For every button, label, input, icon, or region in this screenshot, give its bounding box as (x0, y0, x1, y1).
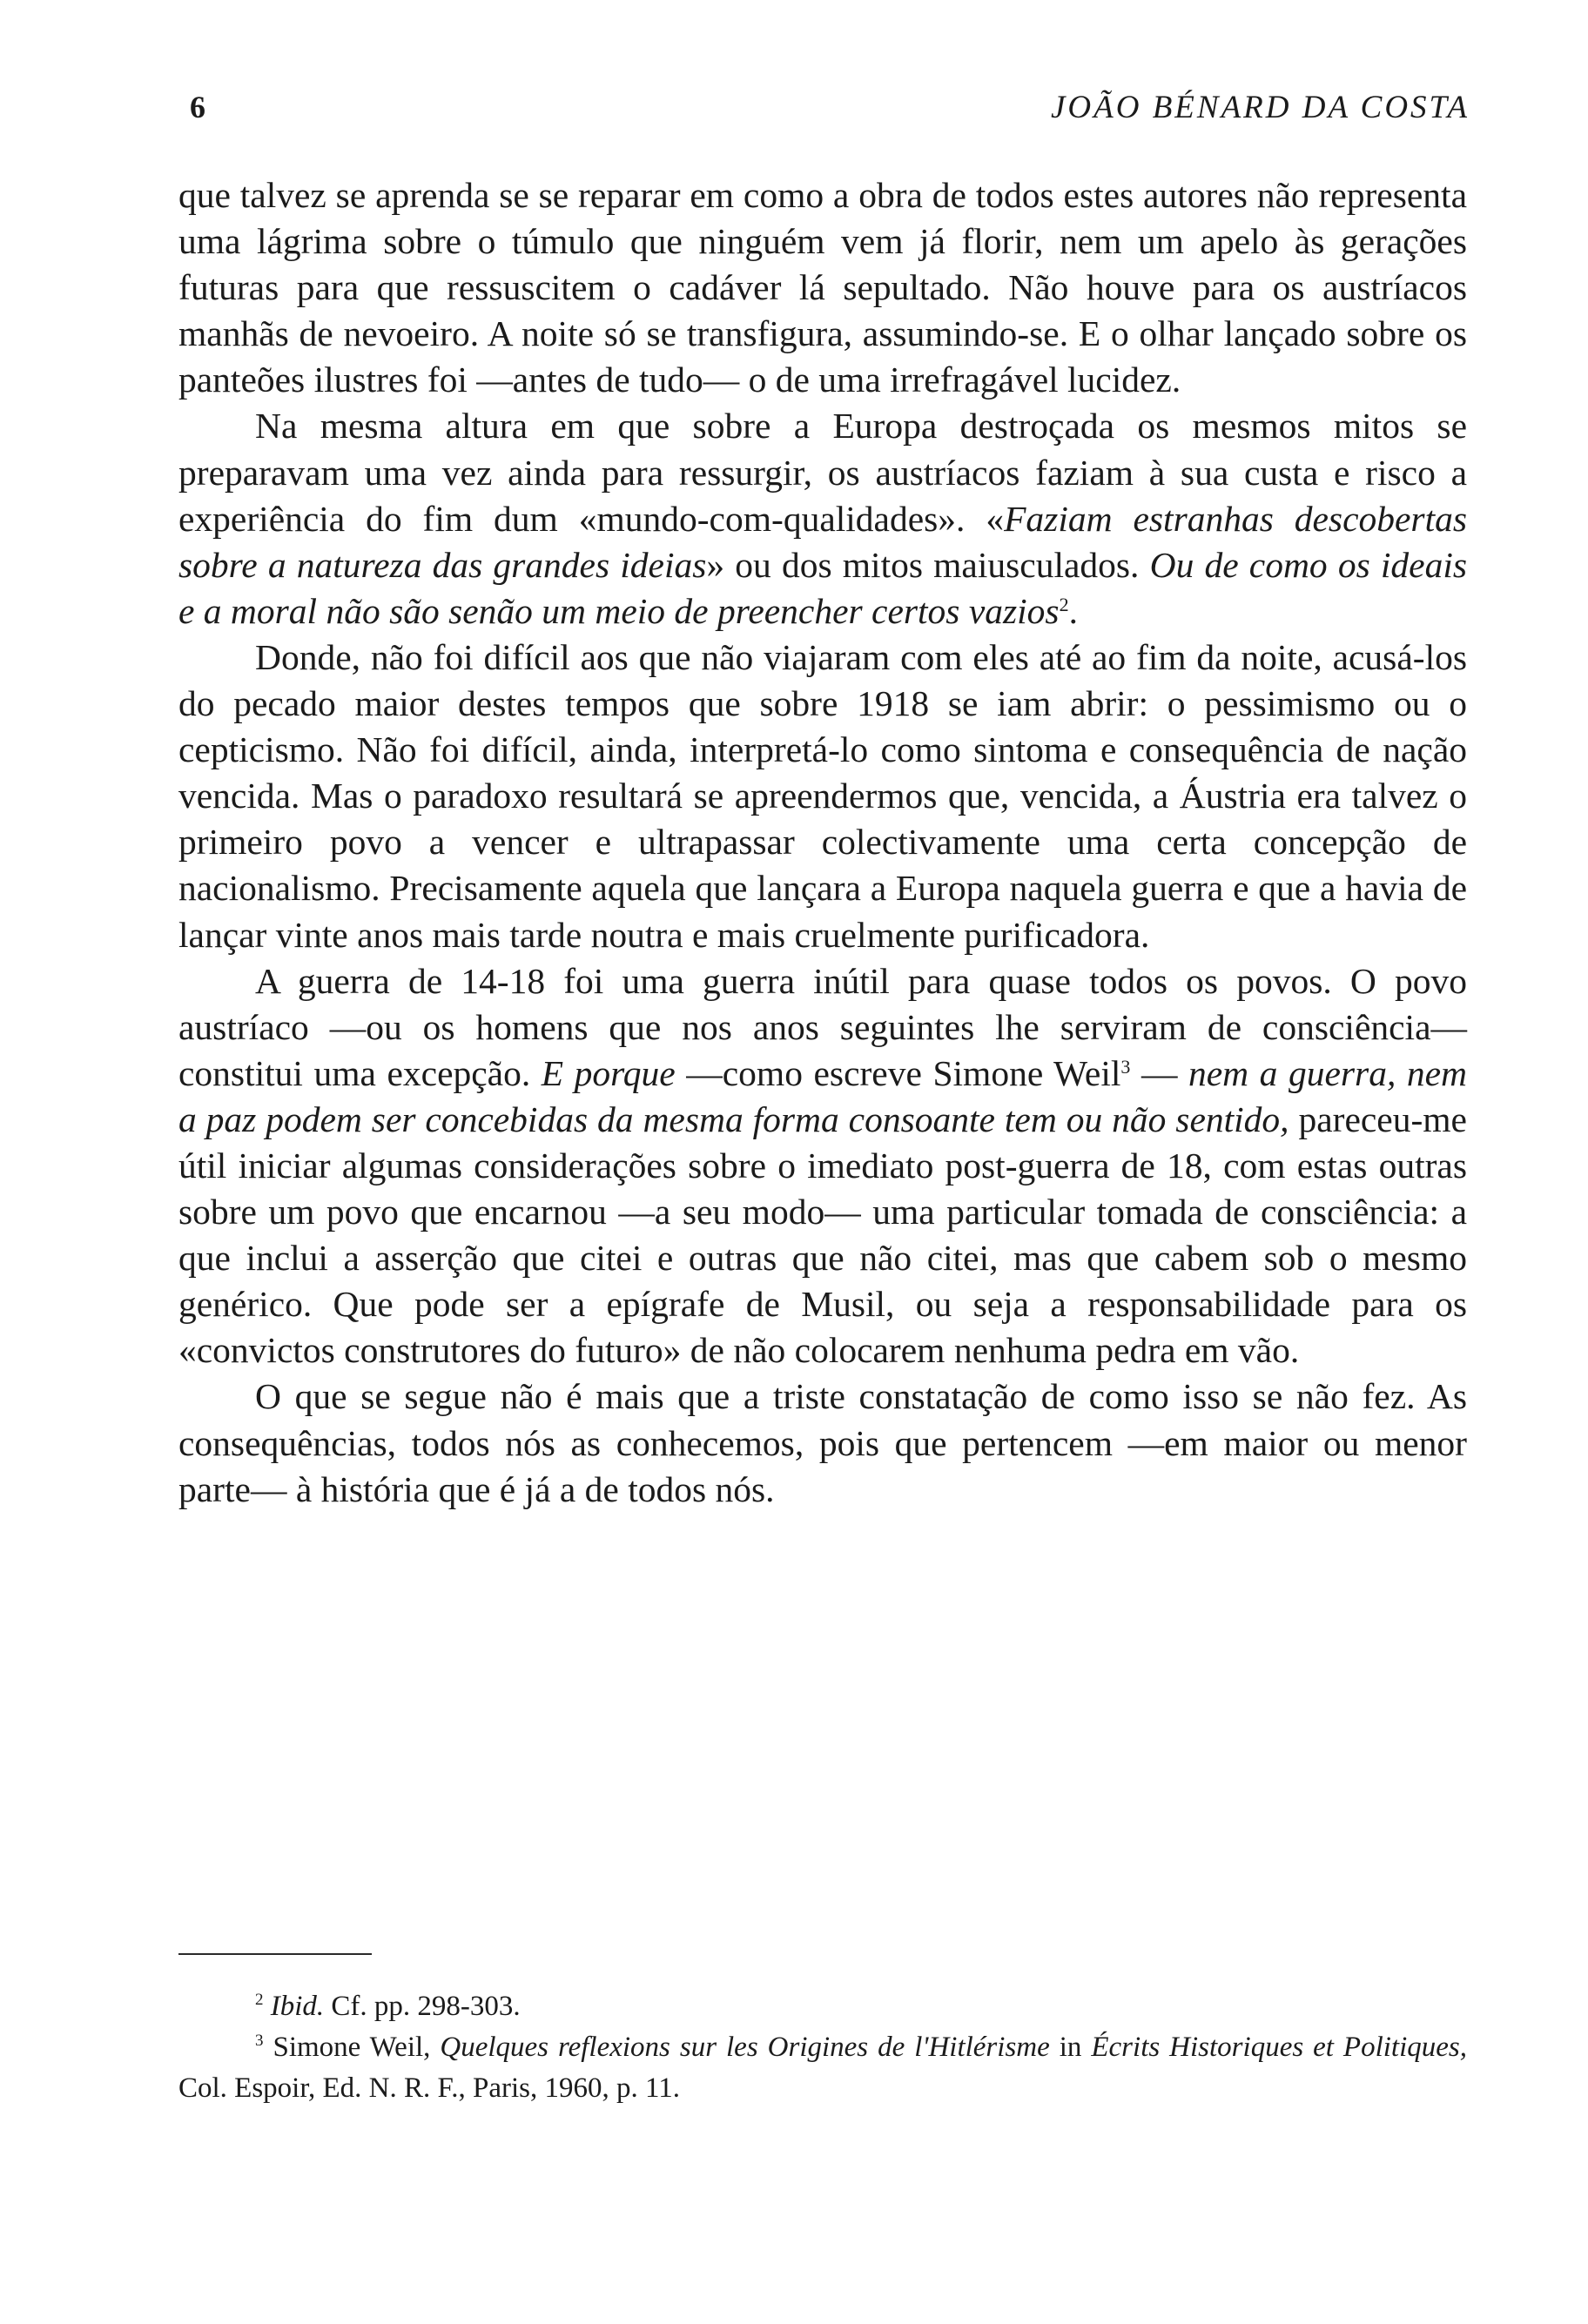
running-header (190, 89, 1470, 132)
paragraph-4 (178, 958, 1467, 1374)
footnote-3-text-c: Col. Espoir, Ed. N. R. F., Paris, 1960, p. 11. (178, 2072, 681, 2104)
paragraph-4-text-d: pareceu-me útil iniciar algumas considerações sobre o imediato post-guerra de 18, com estas outras sobre um povo que encarnou —a seu modo— uma particular tomada de consciência: a que inclui a asserção que citei e outras que não citei, mas que cabem sob o mesmo genérico. Que pode ser a epígrafe de Musil, ou seja a responsabilidade para os «convictos construtores do futuro» de não colocarem nenhuma pedra em vão. (178, 1098, 1467, 1371)
paragraph-3 (178, 635, 1467, 958)
footnote-3-mark: 3 (255, 2032, 264, 2050)
paragraph-5 (178, 1374, 1467, 1512)
paragraph-2-text-a: Na mesma altura em que sobre a Europa destroçada os mesmos mitos se preparavam uma vez ainda para ressurgir, os austríacos faziam à sua custa e risco a experiência do fim dum «mundo-com-qualidades». « (178, 406, 1467, 539)
footnote-3-text-a: Simone Weil, (273, 2032, 441, 2063)
paragraph-2 (178, 403, 1467, 634)
paragraph-3-text: Donde, não foi difícil aos que não viajaram com eles até ao fim da noite, acusá-los do pecado maior destes tempos que sobre 1918 se iam abrir: o pessimismo ou o cepticismo. Não foi difícil, ainda, interpretá-lo como sintoma e consequência de nação vencida. Mas o paradoxo resultará se apreendermos que, vencida, a Áustria era talvez o primeiro povo a vencer e ultrapassar colectivamente uma certa concepção de nacionalismo. Precisamente aquela que lançara a Europa naquela guerra e que a havia de lançar vinte anos mais tarde noutra e mais cruelmente purificadora. (178, 636, 1467, 955)
paragraph-1-text: que talvez se aprenda se se reparar em como a obra de todos estes autores não representa uma lágrima sobre o túmulo que ninguém vem já florir, nem um apelo às gerações futuras para que ressuscitem o cadáver lá sepultado. Não houve para os austríacos manhãs de nevoeiro. A noite só se transfigura, assumindo-se. E o olhar lançado sobre os panteões ilustres foi —antes de tudo— o de uma irrefragável lucidez. (178, 175, 1467, 400)
running-title: JOÃO BÉNARD DA COSTA (1050, 90, 1470, 125)
footnote-ref-3[interactable]: 3 (1120, 1055, 1131, 1078)
paragraph-1 (178, 172, 1467, 403)
paragraph-2-text-b: » ou dos mitos maiusculados. (706, 544, 1150, 585)
footnote-2-italic: Ibid. (270, 1991, 325, 2022)
paragraph-5-text: O que se segue não é mais que a triste constatação de como isso se não fez. As consequências, todos nós as conhecemos, pois que pertencem —em maior ou menor parte— à história que é já a de todos nós. (178, 1376, 1467, 1509)
footnote-divider (178, 1953, 372, 1955)
footnote-3-title: Quelques reflexions sur les Origines de l'Hitlérisme (440, 2032, 1050, 2063)
footnote-3-text-b: in (1049, 2032, 1092, 2063)
paragraph-4-text-c: — (1130, 1052, 1188, 1093)
body-text (178, 172, 1467, 1513)
footnote-2-mark: 2 (255, 1991, 264, 2009)
footnote-3 (178, 2027, 1467, 2109)
paragraph-2-text-c: . (1068, 590, 1078, 631)
page-number: 6 (190, 90, 205, 124)
paragraph-2-italic-phrase: Ou de como os ideais e a moral não são senão um meio de preencher certos vazios (178, 544, 1468, 631)
footnote-3-collection: Écrits Historiques et Politiques, (1091, 2032, 1467, 2063)
paragraph-4-text-a: A guerra de 14-18 foi uma guerra inútil para quase todos os povos. O povo austríaco —ou os homens que nos anos seguintes lhe serviram de consciência— constitui uma excepção. (178, 960, 1467, 1093)
footnote-2-text: Cf. pp. 298-303. (324, 1991, 521, 2022)
paragraph-4-italic-a: E porque (541, 1052, 676, 1093)
paragraph-4-text-b: —como escreve Simone Weil (675, 1052, 1121, 1093)
footnote-2 (178, 1986, 1467, 2027)
paragraph-2-italic-quote: Faziam estranhas descobertas sobre a natureza das grandes ideias (178, 498, 1468, 585)
footnotes (178, 1986, 1467, 2109)
paragraph-4-italic-quote: nem a guerra, nem a paz podem ser concebidas da mesma forma consoante tem ou não sentido, (178, 1052, 1467, 1139)
footnote-ref-2[interactable]: 2 (1059, 593, 1069, 615)
